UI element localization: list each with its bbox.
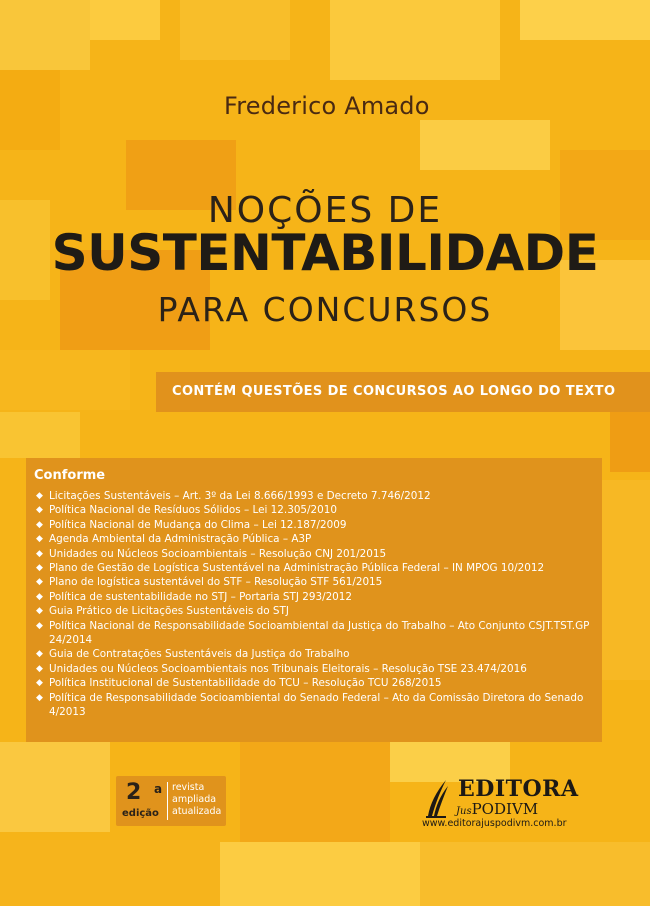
title-line-3: PARA CONCURSOS [157,290,493,329]
list-item: ◆ Guia de Contratações Sustentáveis da Justiça do Trabalho [36,648,350,661]
edition-note: atualizada [172,806,222,817]
edition-note: ampliada [172,794,217,805]
bg-tile [602,480,650,680]
edition-divider [167,782,168,820]
diamond-bullet-icon: ◆ [36,563,43,574]
list-item: ◆ Plano de logística sustentável do STF – Resolução STF 561/2015 [36,576,383,589]
bg-tile [610,412,650,472]
bg-tile [0,742,110,832]
bg-tile [0,840,220,906]
bg-tile [330,0,500,80]
bg-tile [0,70,60,150]
title-line-1: NOÇÕES DE [207,190,443,231]
publisher-sub: JusPODIVM [456,800,539,818]
list-item: ◆ Agenda Ambiental da Administração Pública – A3P [36,533,312,546]
edition-ordinal: a [154,782,163,796]
list-item: ◆ Política de sustentabilidade no STJ – Portaria STJ 293/2012 [36,590,353,603]
diamond-bullet-icon: ◆ [36,591,43,602]
diamond-bullet-icon: ◆ [36,505,43,516]
diamond-bullet-icon: ◆ [36,577,43,588]
diamond-bullet-icon: ◆ [36,649,43,660]
list-item: ◆ Política de Responsabilidade Socioambiental do Senado Federal – Ato da Comissão Diretora do Senado 4/2013 [36,691,584,719]
edition-word: edição [122,808,159,819]
conforme-box [26,458,602,742]
bg-tile [180,0,290,60]
edition-badge [116,776,226,826]
list-item: ◆ Plano de Gestão de Logística Sustentável na Administração Pública Federal – IN MPOG 10/2012 [36,562,545,575]
list-item: ◆ Guia Prático de Licitações Sustentáveis do STJ [36,605,289,618]
author-name: Frederico Amado [224,92,430,120]
diamond-bullet-icon: ◆ [36,692,43,703]
bg-tile [520,0,650,40]
publisher-logo [424,776,642,832]
bg-tile [420,120,550,170]
bg-tile [420,842,650,906]
bg-tile [0,412,80,458]
title-line-2: SUSTENTABILIDADE [51,224,599,282]
edition-notes [172,782,221,818]
bg-tile [0,350,130,410]
edition-number: 2 [126,780,142,805]
diamond-bullet-icon: ◆ [36,606,43,617]
publisher-url: www.editorajuspodivm.com.br [422,818,567,829]
diamond-bullet-icon: ◆ [36,663,43,674]
list-item: ◆ Política Nacional de Resíduos Sólidos – Lei 12.305/2010 [36,504,337,517]
list-item: ◆ Licitações Sustentáveis – Art. 3º da Lei 8.666/1993 e Decreto 7.746/2012 [36,490,431,502]
list-item: ◆ Política Nacional de Mudança do Clima – Lei 12.187/2009 [36,518,347,531]
feather-logo-icon [424,778,450,818]
diamond-bullet-icon: ◆ [36,678,43,689]
edition-note: revista [172,782,205,793]
bg-tile [90,0,160,40]
diamond-bullet-icon: ◆ [36,548,43,559]
bg-tile [240,742,390,842]
diamond-bullet-icon: ◆ [36,534,43,545]
diamond-bullet-icon: ◆ [36,519,43,530]
list-item: ◆ Unidades ou Núcleos Socioambientais – Resolução CNJ 201/2015 [36,547,387,560]
list-item: ◆ Política Nacional de Responsabilidade Socioambiental da Justiça do Trabalho – Ato Conjunto CSJT.TST.GP 24/2014 [36,619,590,647]
publisher-name: EDITORA [458,776,579,802]
conforme-list [34,489,594,720]
diamond-bullet-icon: ◆ [36,620,43,631]
conforme-heading: Conforme [34,468,106,483]
bg-tile [0,0,90,70]
diamond-bullet-icon: ◆ [36,491,43,501]
list-item: ◆ Política Institucional de Sustentabilidade do TCU – Resolução TCU 268/2015 [36,677,442,690]
bg-tile [220,842,420,906]
list-item: ◆ Unidades ou Núcleos Socioambientais nos Tribunais Eleitorais – Resolução TSE 23.474/2016 [36,662,527,675]
subtitle-bar: CONTÉM QUESTÕES DE CONCURSOS AO LONGO DO TEXTO [156,372,650,412]
